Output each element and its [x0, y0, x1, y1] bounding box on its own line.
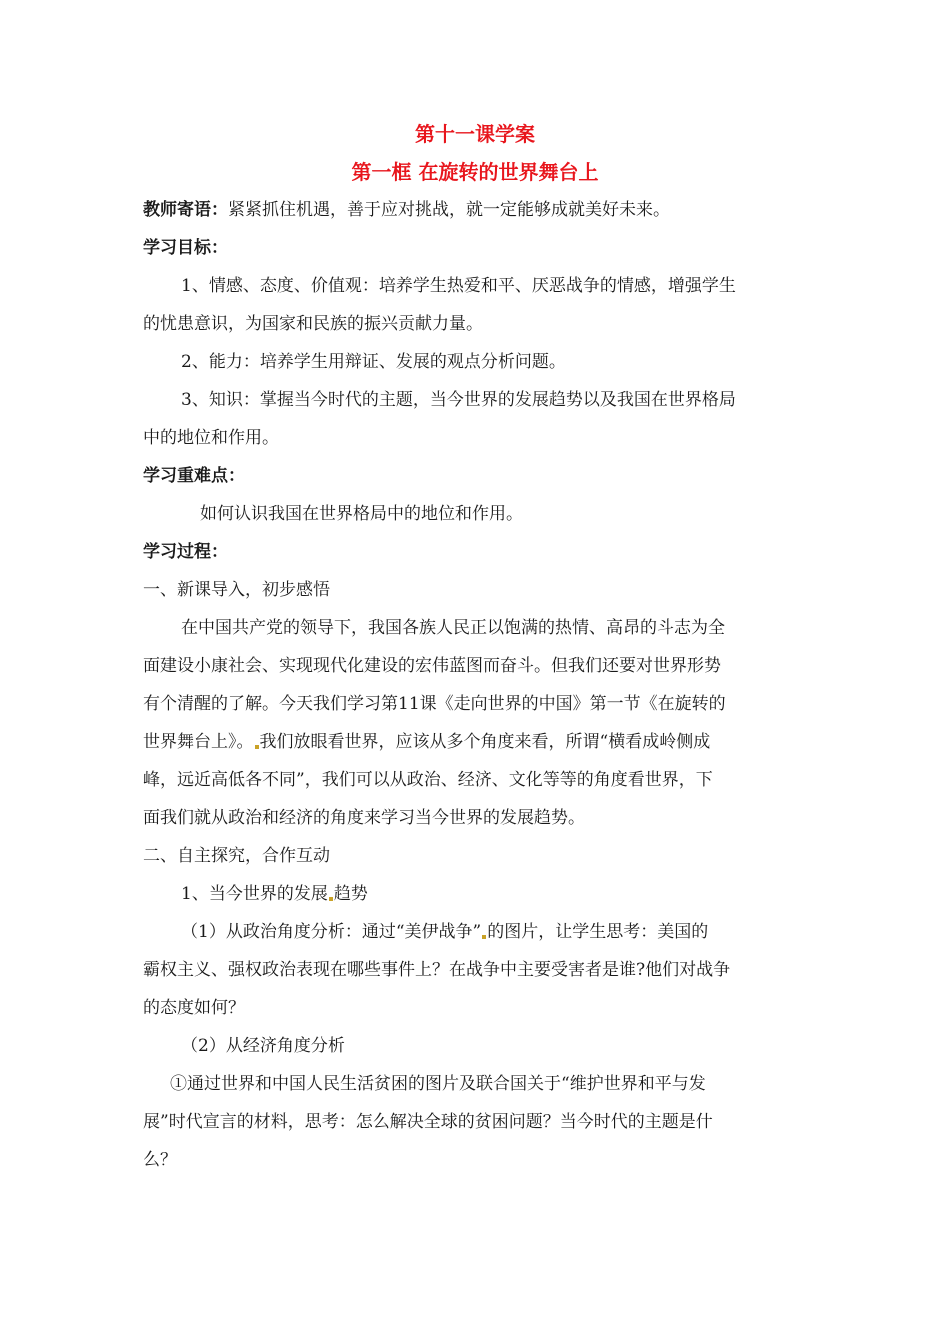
goal-1-line-1: 1、情感、态度、价值观：培养学生热爱和平、厌恶战争的情感，增强学生 — [181, 276, 736, 296]
economics-line-2: 展”时代宣言的材料，思考：怎么解决全球的贫困问题？当今时代的主题是什 — [143, 1112, 713, 1132]
teacher-message — [143, 200, 670, 220]
intro-line-5: 峰，远近高低各不同”，我们可以从政治、经济、文化等等的角度看世界，下 — [143, 770, 713, 790]
intro-line-4-part-1: 世界舞台上》。 — [143, 732, 254, 752]
goal-3-line-1: 3、知识：掌握当今时代的主题，当今世界的发展趋势以及我国在世界格局 — [181, 390, 736, 410]
section-1-heading: 一、新课导入，初步感悟 — [143, 580, 330, 600]
goal-3-line-2: 中的地位和作用。 — [143, 428, 279, 448]
economics-line-3: 么？ — [143, 1150, 177, 1170]
intro-line-1: 在中国共产党的领导下，我国各族人民正以饱满的热情、高昂的斗志为全 — [181, 618, 725, 638]
highlight-marker — [482, 935, 486, 939]
politics-line-3: 的态度如何？ — [143, 998, 245, 1018]
goals-heading: 学习目标： — [143, 238, 228, 258]
lesson-title: 第十一课学案 — [415, 122, 535, 146]
intro-line-3: 有个清醒的了解。今天我们学习第11课《走向世界的中国》第一节《在旋转的 — [143, 694, 726, 714]
section-subtitle: 第一框 在旋转的世界舞台上 — [351, 160, 599, 184]
section-2-heading: 二、自主探究，合作互动 — [143, 846, 330, 866]
highlight-marker — [255, 745, 259, 749]
teacher-message-label: 教师寄语： — [143, 200, 228, 220]
item-1-part-1: 1、当今世界的发展 — [181, 884, 328, 904]
process-heading: 学习过程： — [143, 542, 228, 562]
teacher-message-text: 紧紧抓住机遇，善于应对挑战，就一定能够成就美好未来。 — [228, 200, 670, 220]
politics-part-3: 的图片，让学生思考：美国的 — [487, 922, 709, 942]
goal-2: 2、能力：培养学生用辩证、发展的观点分析问题。 — [181, 352, 566, 372]
item-1-heading — [181, 884, 368, 904]
politics-part-1: （1）从政治角度分析：通过 — [181, 922, 396, 942]
intro-line-6: 面我们就从政治和经济的角度来学习当今世界的发展趋势。 — [143, 808, 585, 828]
highlight-marker — [329, 897, 333, 901]
politics-line-1 — [181, 922, 708, 942]
intro-line-2: 面建设小康社会、实现现代化建设的宏伟蓝图而奋斗。但我们还要对世界形势 — [143, 656, 721, 676]
economics-line-1: ①通过世界和中国人民生活贫困的图片及联合国关于“维护世界和平与发 — [170, 1074, 706, 1094]
intro-line-4 — [143, 732, 710, 752]
goal-1-line-2: 的忧患意识，为国家和民族的振兴贡献力量。 — [143, 314, 483, 334]
key-points-heading: 学习重难点： — [143, 466, 245, 486]
intro-line-4-part-2: 我们放眼看世界，应该从多个角度来看，所谓“横看成岭侧成 — [259, 732, 711, 752]
politics-line-2: 霸权主义、强权政治表现在哪些事件上？在战争中主要受害者是谁?他们对战争 — [143, 960, 731, 980]
economics-heading: （2）从经济角度分析 — [181, 1036, 345, 1056]
key-points-text: 如何认识我国在世界格局中的地位和作用。 — [200, 504, 523, 524]
politics-part-2: “美伊战争” — [395, 922, 482, 942]
item-1-part-2: 趋势 — [333, 884, 368, 904]
